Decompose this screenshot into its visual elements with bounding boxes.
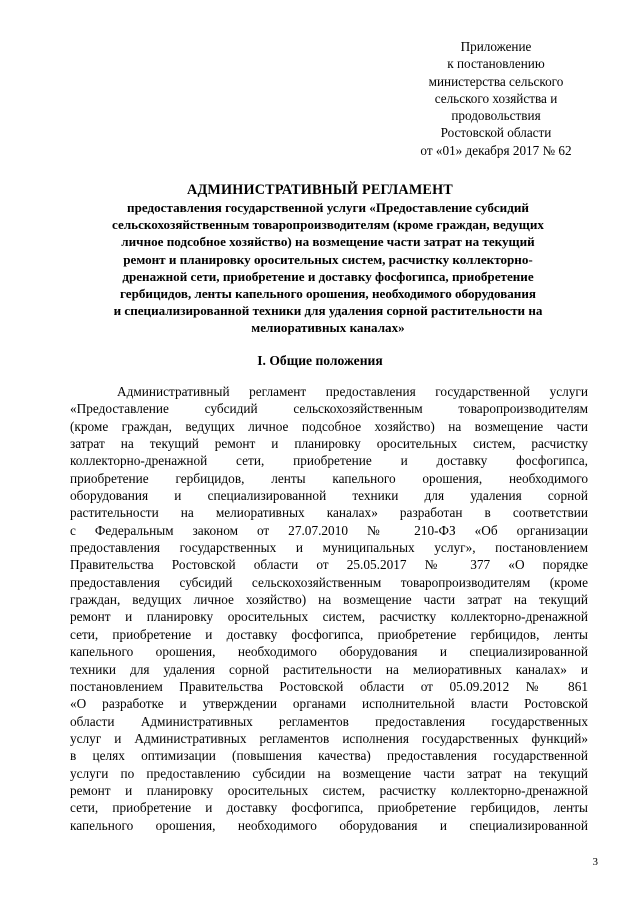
body-line: оборудования и специализированной техники для удаления сорной — [70, 488, 588, 504]
body-line: затрат на текущий ремонт и планировку оросительных систем, расчистку — [70, 436, 588, 452]
body-line: ремонт и планировку оросительных систем, расчистку коллекторно-дренажной — [70, 609, 588, 625]
body-line: растительности на мелиоративных каналах» разработан в соответствии — [70, 505, 588, 521]
body-line: с Федеральным законом от 27.07.2010 № 210-ФЗ «Об организации — [70, 522, 588, 538]
annex-line: к постановлению — [447, 56, 545, 72]
body-line: услуг и Административных регламентов исполнения государственных функций» — [70, 730, 588, 746]
body-line: предоставления субсидий сельскохозяйственным товаропроизводителям (кроме — [70, 574, 588, 590]
subtitle-line: личное подсобное хозяйство) на возмещение части затрат на текущий — [121, 234, 535, 250]
body-line: приобретение гербицидов, ленты капельного орошения, необходимого — [70, 470, 588, 486]
body-line: ремонт и планировку оросительных систем, расчистку коллекторно-дренажной — [70, 782, 588, 798]
subtitle-line: предоставления государственной услуги «Предоставление субсидий — [127, 200, 529, 215]
body-line: предоставления государственных и муниципальных услуг», постановлением — [70, 540, 588, 556]
body-line: «Предоставление субсидий сельскохозяйственным товаропроизводителям — [70, 401, 588, 417]
body-paragraph — [70, 383, 588, 834]
annex-line: Ростовской области — [440, 125, 552, 141]
document-subtitle — [68, 199, 588, 337]
page-number: 3 — [592, 856, 598, 868]
annex-block — [402, 38, 590, 159]
body-line: сети, приобретение и доставку фосфогипса, приобретение гербицидов, ленты — [70, 626, 588, 642]
body-line: сети, приобретение и доставку фосфогипса, приобретение гербицидов, ленты — [70, 800, 588, 816]
section-heading: I. Общие положения — [257, 353, 383, 368]
subtitle-line: и специализированной техники для удаления сорной растительности на — [113, 303, 543, 319]
annex-line: сельского хозяйства и — [434, 90, 558, 106]
body-line: услуги по предоставлению субсидии на возмещение части затрат на текущий — [70, 765, 588, 781]
body-line: в целях оптимизации (повышения качества) предоставления государственной — [70, 748, 588, 764]
annex-line: министерства сельского — [428, 73, 564, 89]
subtitle-line: дренажной сети, приобретение и доставку фосфогипса, приобретение — [122, 268, 534, 284]
body-line: техники для удаления сорной растительности на мелиоративных каналах» и — [70, 661, 588, 677]
body-line: коллекторно-дренажной сети, приобретение и доставку фосфогипса, — [70, 453, 588, 469]
body-line: (кроме граждан, ведущих личное подсобное хозяйство) на возмещение части — [70, 418, 588, 434]
body-line: области Административных регламентов предоставления государственных — [70, 713, 588, 729]
subtitle-line: ремонт и планировку оросительных систем, расчистку коллекторно- — [123, 251, 533, 267]
subtitle-line: сельскохозяйственным товаропроизводителям (кроме граждан, ведущих — [112, 217, 544, 233]
subtitle-line: мелиоративных каналах» — [251, 320, 405, 336]
annex-line: продовольствия — [451, 108, 541, 124]
subtitle-line: гербицидов, ленты капельного орошения, необходимого оборудования — [120, 286, 536, 302]
body-line: капельного орошения, необходимого оборудования и специализированной — [70, 644, 588, 660]
body-line: «О разработке и утверждении органами исполнительной власти Ростовской — [70, 696, 588, 712]
annex-date-line: от «01» декабря 2017 № 62 — [420, 142, 572, 158]
body-line: Административный регламент предоставления государственной услуги — [117, 384, 588, 399]
body-line: Правительства Ростовской области от 25.05.2017 № 377 «О порядке — [70, 557, 588, 573]
body-line: граждан, ведущих личное хозяйство) на возмещение части затрат на текущий — [70, 592, 588, 608]
body-line: постановлением Правительства Ростовской области от 05.09.2012 № 861 — [70, 678, 588, 694]
document-title: АДМИНИСТРАТИВНЫЙ РЕГЛАМЕНТ — [187, 182, 453, 198]
annex-line: Приложение — [460, 39, 532, 54]
body-line: капельного орошения, необходимого оборудования и специализированной — [70, 817, 588, 833]
